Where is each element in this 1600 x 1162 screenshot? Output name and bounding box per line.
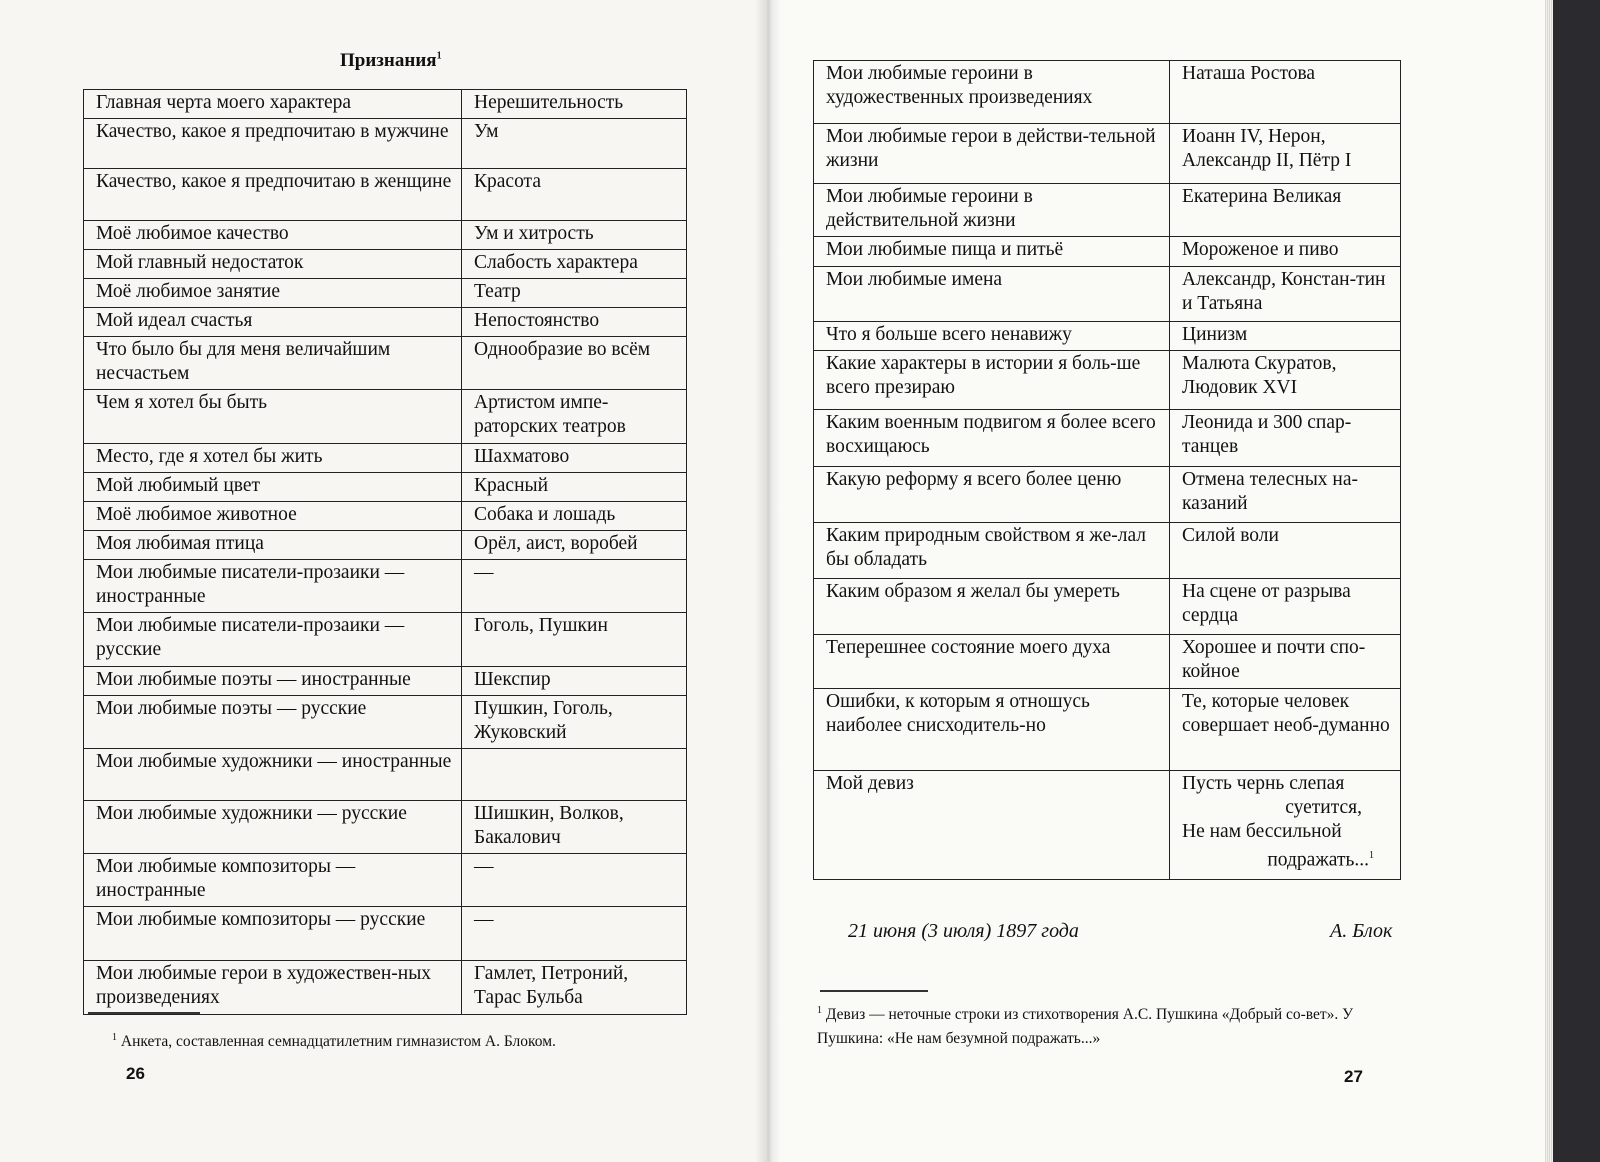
question-cell: Мои любимые героини в действительной жизни xyxy=(814,184,1170,237)
questionnaire-table-right xyxy=(813,60,1401,880)
book-edge xyxy=(1553,0,1600,1162)
table-row xyxy=(814,351,1401,410)
table-row xyxy=(814,61,1401,124)
answer-cell: Иоанн IV, Нерон, Александр II, Пётр I xyxy=(1170,124,1401,184)
answer-cell: На сцене от разрыва сердца xyxy=(1170,579,1401,635)
question-cell: Мой девиз xyxy=(814,771,1170,880)
table-row xyxy=(84,854,687,907)
table-row xyxy=(84,169,687,221)
table-row xyxy=(814,184,1401,237)
answer-cell: Слабость характера xyxy=(462,250,687,279)
question-cell: Ошибки, к которым я отношусь наиболее снисходитель-но xyxy=(814,689,1170,771)
answer-cell: Наташа Ростова xyxy=(1170,61,1401,124)
question-cell: Каким природным свойством я же-лал бы обладать xyxy=(814,523,1170,579)
table-row xyxy=(84,308,687,337)
table-row xyxy=(814,124,1401,184)
question-cell: Какую реформу я всего более ценю xyxy=(814,467,1170,523)
question-cell: Мои любимые поэты — иностранные xyxy=(84,667,462,696)
table-row xyxy=(84,801,687,854)
question-cell: Главная черта моего характера xyxy=(84,90,462,119)
table-row xyxy=(84,90,687,119)
answer-cell: Нерешительность xyxy=(462,90,687,119)
answer-cell: Хорошее и почти спо-койное xyxy=(1170,635,1401,689)
answer-cell: Красный xyxy=(462,473,687,502)
answer-cell: Александр, Констан-тин и Татьяна xyxy=(1170,267,1401,322)
answer-cell: Ум xyxy=(462,119,687,169)
answer-cell: Ум и хитрость xyxy=(462,221,687,250)
table-row xyxy=(84,119,687,169)
question-cell: Место, где я хотел бы жить xyxy=(84,444,462,473)
question-cell: Моё любимое животное xyxy=(84,502,462,531)
page-number: 27 xyxy=(1344,1067,1363,1086)
question-cell: Что было бы для меня величайшим несчастьем xyxy=(84,337,462,390)
answer-cell: Те, которые человек совершает необ-думанно xyxy=(1170,689,1401,771)
question-cell: Мои любимые композиторы — русские xyxy=(84,907,462,961)
footnote: $^1$ Девиз — неточные строки из стихотворения А.С. Пушкина «Добрый со-вет». У Пушкина: «Не нам безумной подражать...» xyxy=(817,1005,1354,1048)
page-number: 26 xyxy=(126,1064,145,1083)
question-cell: Мои любимые имена xyxy=(814,267,1170,322)
question-cell: Мои любимые герои в художествен-ных произведениях xyxy=(84,961,462,1015)
table-row xyxy=(84,961,687,1015)
question-cell: Каким образом я желал бы умереть xyxy=(814,579,1170,635)
table-row xyxy=(814,689,1401,771)
motto-cell xyxy=(1170,771,1401,880)
answer-cell: Гоголь, Пушкин xyxy=(462,613,687,667)
table-row xyxy=(84,221,687,250)
question-cell: Теперешнее состояние моего духа xyxy=(814,635,1170,689)
table-row xyxy=(814,467,1401,523)
question-cell: Моё любимое качество xyxy=(84,221,462,250)
answer-cell: Красота xyxy=(462,169,687,221)
table-row xyxy=(84,907,687,961)
footnote-rule xyxy=(88,1012,200,1014)
table-row xyxy=(814,635,1401,689)
left-page xyxy=(0,0,768,1162)
answer-cell: Шекспир xyxy=(462,667,687,696)
motto-line: Не нам бессильной xyxy=(1182,821,1342,842)
table-row xyxy=(84,279,687,308)
question-cell: Мои любимые писатели-прозаики — иностранные xyxy=(84,560,462,613)
answer-cell: Малюта Скуратов, Людовик XVI xyxy=(1170,351,1401,410)
answer-cell: Непостоянство xyxy=(462,308,687,337)
table-row xyxy=(84,250,687,279)
table-row xyxy=(814,579,1401,635)
page-title: Признания$^1$ xyxy=(340,50,442,71)
question-cell: Мои любимые писатели-прозаики — русские xyxy=(84,613,462,667)
footnote: $^1$ Анкета, составленная семнадцатилетним гимназистом А. Блоком. xyxy=(112,1032,556,1051)
answer-cell: Пушкин, Гоголь, Жуковский xyxy=(462,696,687,749)
table-row xyxy=(84,473,687,502)
question-cell: Чем я хотел бы быть xyxy=(84,390,462,444)
question-cell: Мои любимые художники — русские xyxy=(84,801,462,854)
question-cell: Мои любимые героини в художественных произведениях xyxy=(814,61,1170,124)
answer-cell: — xyxy=(462,560,687,613)
answer-cell: Шишкин, Волков, Бакалович xyxy=(462,801,687,854)
question-cell: Каким военным подвигом я более всего восхищаюсь xyxy=(814,410,1170,467)
answer-cell: — xyxy=(462,907,687,961)
table-row xyxy=(84,444,687,473)
question-cell: Мой главный недостаток xyxy=(84,250,462,279)
table-row xyxy=(814,410,1401,467)
questionnaire-table-left xyxy=(83,89,687,1015)
table-row xyxy=(84,390,687,444)
question-cell: Мой любимый цвет xyxy=(84,473,462,502)
table-row xyxy=(84,560,687,613)
answer-cell: Екатерина Великая xyxy=(1170,184,1401,237)
table-row xyxy=(84,502,687,531)
table-row xyxy=(84,613,687,667)
motto-line: суетится, xyxy=(1285,797,1362,818)
answer-cell: Театр xyxy=(462,279,687,308)
answer-cell: Гамлет, Петроний, Тарас Бульба xyxy=(462,961,687,1015)
answer-cell: Шахматово xyxy=(462,444,687,473)
table-row xyxy=(814,237,1401,267)
answer-cell: Цинизм xyxy=(1170,322,1401,351)
question-cell: Моя любимая птица xyxy=(84,531,462,560)
footnote-rule xyxy=(820,990,928,992)
table-row xyxy=(814,322,1401,351)
table-row xyxy=(84,531,687,560)
answer-cell: Силой воли xyxy=(1170,523,1401,579)
table-row xyxy=(84,696,687,749)
page-edges xyxy=(1545,0,1553,1162)
answer-cell: Отмена телесных на-казаний xyxy=(1170,467,1401,523)
answer-cell: — xyxy=(462,854,687,907)
table-row xyxy=(84,749,687,801)
book-gutter xyxy=(755,0,781,1162)
answer-cell: Артистом импе-раторских театров xyxy=(462,390,687,444)
date: 21 июня (3 июля) 1897 года xyxy=(848,920,1079,942)
answer-cell: Однообразие во всём xyxy=(462,337,687,390)
motto-line: Пусть чернь слепая xyxy=(1182,773,1345,794)
table-row xyxy=(84,337,687,390)
question-cell: Мои любимые композиторы — иностранные xyxy=(84,854,462,907)
question-cell: Мои любимые поэты — русские xyxy=(84,696,462,749)
table-row xyxy=(814,523,1401,579)
question-cell: Что я больше всего ненавижу xyxy=(814,322,1170,351)
motto-line-last: подражать...$^1$ xyxy=(1267,849,1374,871)
table-row xyxy=(814,771,1401,880)
question-cell: Мои любимые художники — иностранные xyxy=(84,749,462,801)
question-cell: Мои любимые пища и питьё xyxy=(814,237,1170,267)
question-cell: Какие характеры в истории я боль-ше всего презираю xyxy=(814,351,1170,410)
answer-cell: Собака и лошадь xyxy=(462,502,687,531)
table-row xyxy=(814,267,1401,322)
question-cell: Качество, какое я предпочитаю в женщине xyxy=(84,169,462,221)
answer-cell: Леонида и 300 спар-танцев xyxy=(1170,410,1401,467)
signature: А. Блок xyxy=(1330,920,1393,942)
table-row xyxy=(84,667,687,696)
answer-cell: Орёл, аист, воробей xyxy=(462,531,687,560)
answer-cell: Мороженое и пиво xyxy=(1170,237,1401,267)
question-cell: Моё любимое занятие xyxy=(84,279,462,308)
question-cell: Мой идеал счастья xyxy=(84,308,462,337)
question-cell: Качество, какое я предпочитаю в мужчине xyxy=(84,119,462,169)
question-cell: Мои любимые герои в действи-тельной жизни xyxy=(814,124,1170,184)
answer-cell xyxy=(462,749,687,801)
right-page xyxy=(768,0,1553,1162)
